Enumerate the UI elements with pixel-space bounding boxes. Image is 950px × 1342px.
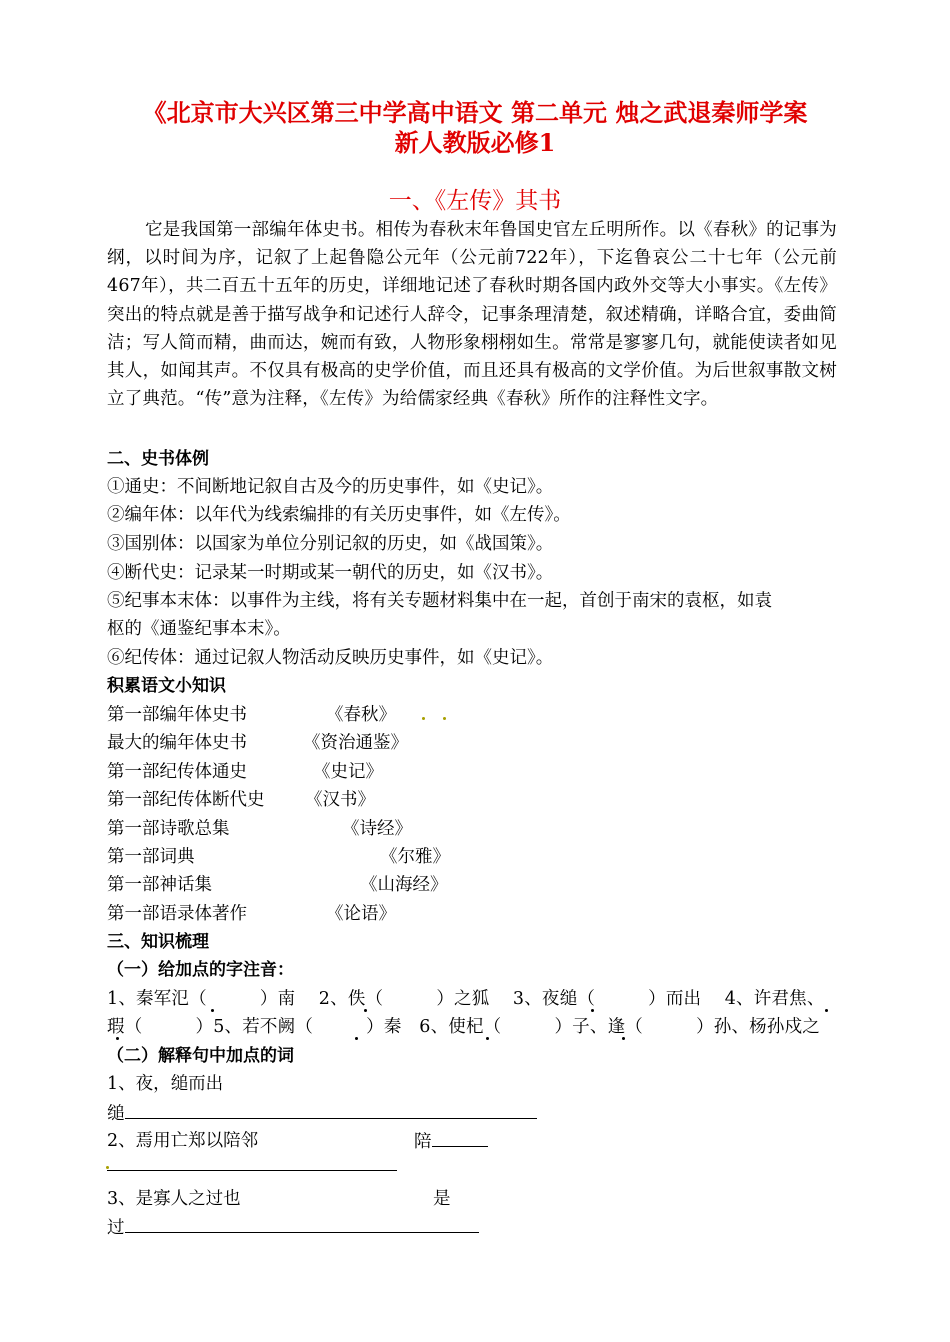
explain-question: 3、是寡人之过也 <box>107 1189 241 1209</box>
emphasis-dot <box>211 1009 214 1012</box>
knowledge-label: 第一部纪传体通史 <box>107 762 247 782</box>
emphasis-dot <box>622 1037 625 1040</box>
knowledge-book: 《史记》 <box>313 762 383 782</box>
emphasis-dot <box>486 1037 489 1040</box>
emphasis-dot <box>116 1037 119 1040</box>
pinyin-question-line: 1、秦军氾（ ）南 2、佚（ ）之狐 3、夜缒（ ）而出 4、许君焦、 <box>107 989 825 1009</box>
section1-heading: 一、《左传》其书 <box>388 188 562 214</box>
answer-blank[interactable] <box>432 1128 488 1147</box>
knowledge-label: 第一部纪传体断代史 <box>107 790 265 810</box>
stray-mark <box>443 717 446 720</box>
explain-answer-row <box>107 1152 397 1179</box>
section2-heading: 二、史书体例 <box>107 449 209 469</box>
section2-item: ①通史：不间断地记叙自古及今的历史事件，如《史记》。 <box>107 477 554 497</box>
section2-item: ⑥纪传体：通过记叙人物活动反映历史事件，如《史记》。 <box>107 648 554 668</box>
explain-word: 是 <box>433 1189 451 1209</box>
section2-item: ②编年体：以年代为线索编排的有关历史事件，如《左传》。 <box>107 505 571 525</box>
answer-blank[interactable] <box>107 1152 397 1171</box>
knowledge-book: 《诗经》 <box>342 819 412 839</box>
knowledge-label: 第一部神话集 <box>107 875 212 895</box>
knowledge-label: 第一部诗歌总集 <box>107 819 230 839</box>
knowledge-label: 第一部语录体著作 <box>107 904 247 924</box>
emphasis-dot <box>591 1009 594 1012</box>
knowledge-book: 《尔雅》 <box>380 847 450 867</box>
explain-answer-row <box>107 1214 479 1241</box>
explain-question: 1、夜，缒而出 <box>107 1074 224 1094</box>
emphasis-dot <box>825 1009 828 1012</box>
knowledge-book: 《山海经》 <box>360 875 448 895</box>
explain-word: 陪 <box>414 1132 432 1152</box>
knowledge-book: 《论语》 <box>326 904 396 924</box>
knowledge-book: 《资治通鉴》 <box>303 733 408 753</box>
section2-item: 枢的《通鉴纪事本末》。 <box>107 619 291 639</box>
knowledge-book: 《春秋》 <box>326 705 396 725</box>
explain-answer-row <box>107 1100 537 1127</box>
explain-word: 缒 <box>107 1104 125 1124</box>
emphasis-dot <box>364 1009 367 1012</box>
answer-blank[interactable] <box>125 1100 537 1119</box>
answer-blank[interactable] <box>125 1214 479 1233</box>
stray-mark <box>422 717 425 720</box>
document-title-line2: 新人教版必修1 <box>394 128 556 157</box>
pinyin-question-line: 瑕（ ）5、若不阙（ ）秦 6、使杞（ ）子、逢（ ）孙、杨孙戍之 <box>107 1017 820 1037</box>
knowledge-book: 《汉书》 <box>305 790 375 810</box>
explain-question: 2、焉用亡郑以陪邻 <box>107 1131 259 1151</box>
stray-mark <box>106 1166 109 1169</box>
section2-item: ③国别体：以国家为单位分别记叙的历史，如《战国策》。 <box>107 534 554 554</box>
document-title-line1: 《北京市大兴区第三中学高中语文 第二单元 烛之武退秦师学案 <box>142 98 808 127</box>
emphasis-dot <box>355 1037 358 1040</box>
sub2-heading: （二）解释句中加点的词 <box>107 1046 294 1066</box>
explain-word: 过 <box>107 1218 125 1238</box>
section3-heading: 三、知识梳理 <box>107 932 209 952</box>
sub1-heading: （一）给加点的字注音： <box>107 960 294 980</box>
section2-item: ⑤纪事本末体：以事件为主线，将有关专题材料集中在一起，首创于南宋的袁枢，如袁 <box>107 591 772 611</box>
section1-paragraph: 它是我国第一部编年体史书。相传为春秋末年鲁国史官左丘明所作。以《春秋》的记事为纲，以时间为序，记叙了上起鲁隐公元年（公元前722年），下迄鲁哀公二十七年（公元前467年），共二百五十五年的历史，详细地记述了春秋时期各国内政外交等大小事实。《左传》突出的特点就是善于描写战争和记述行人辞令，记事条理清楚，叙述精确，详略合宜，委曲简洁；写人简而精，曲而达，婉而有致，人物形象栩栩如生。常常是寥寥几句，就能使读者如见其人，如闻其声。不仅具有极高的史学价值，而且还具有极高的文学价值。为后世叙事散文树立了典范。“传”意为注释，《左传》为给儒家经典《春秋》所作的注释性文字。 <box>107 220 837 410</box>
knowledge-heading: 积累语文小知识 <box>107 676 226 696</box>
knowledge-label: 第一部编年体史书 <box>107 705 247 725</box>
knowledge-label: 第一部词典 <box>107 847 195 867</box>
section2-item: ④断代史：记录某一时期或某一朝代的历史，如《汉书》。 <box>107 563 554 583</box>
explain-answer-row <box>414 1128 488 1155</box>
knowledge-label: 最大的编年体史书 <box>107 733 247 753</box>
